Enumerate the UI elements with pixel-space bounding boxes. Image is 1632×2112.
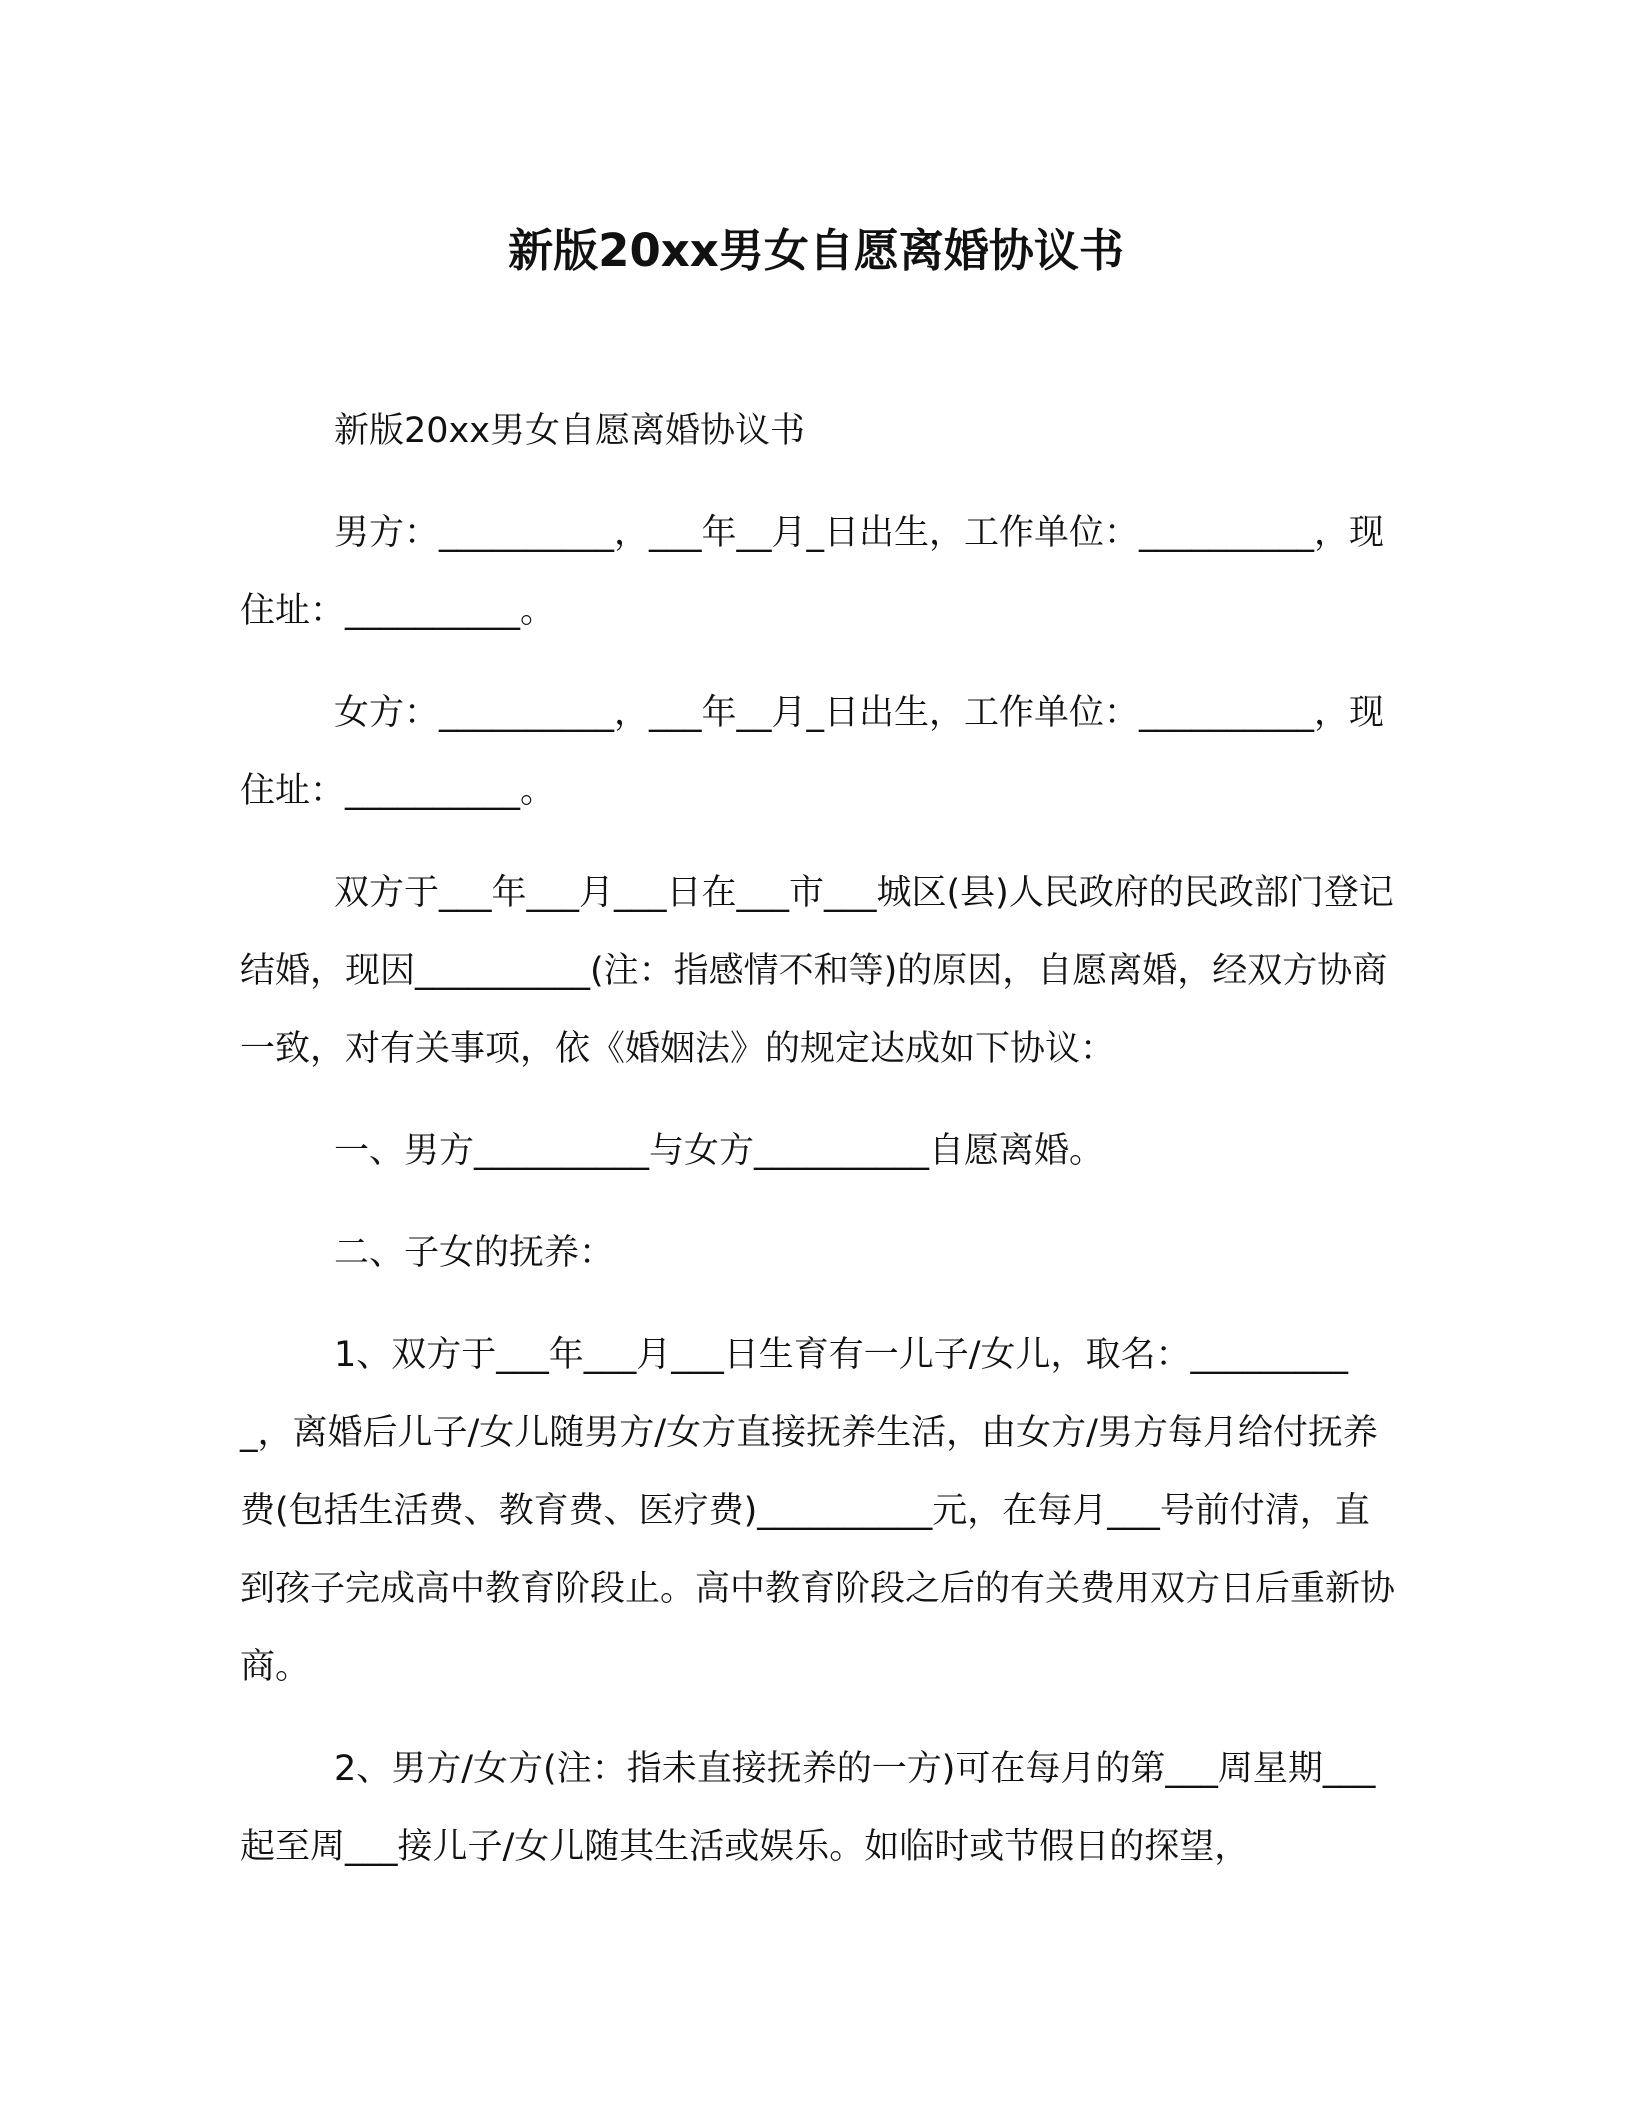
paragraph-male-party: 男方：__________，___年__月_日出生，工作单位：__________，现住址：__________。 bbox=[240, 513, 1385, 631]
paragraph-clause-1: 一、男方__________与女方__________自愿离婚。 bbox=[334, 1131, 1105, 1171]
paragraph-subtitle: 新版20xx男女自愿离婚协议书 bbox=[334, 411, 805, 451]
document-title: 新版20xx男女自愿离婚协议书 bbox=[508, 224, 1124, 277]
document-body bbox=[240, 392, 1400, 1910]
paragraph-marriage-registration: 双方于___年___月___日在___市___城区(县)人民政府的民政部门登记结婚，现因__________(注：指感情不和等)的原因，自愿离婚，经双方协商一致，对有关事项，依《婚姻法》的规定达成如下协议： bbox=[240, 873, 1394, 1069]
paragraph-child-custody: 1、双方于___年___月___日生育有一儿子/女儿，取名：__________，离婚后儿子/女儿随男方/女方直接抚养生活，由女方/男方每月给付抚养费(包括生活费、教育费、医疗费)__________元，在每月___号前付清，直到孩子完成高中教育阶段止。高中教育阶段之后的有关费用双方日后重新协商。 bbox=[240, 1335, 1396, 1687]
paragraph-female-party: 女方：__________，___年__月_日出生，工作单位：__________，现住址：__________。 bbox=[240, 693, 1385, 811]
paragraph-visitation: 2、男方/女方(注：指未直接抚养的一方)可在每月的第___周星期___起至周___接儿子/女儿随其生活或娱乐。如临时或节假日的探望， bbox=[240, 1749, 1376, 1867]
paragraph-clause-2-heading: 二、子女的抚养： bbox=[334, 1233, 615, 1273]
